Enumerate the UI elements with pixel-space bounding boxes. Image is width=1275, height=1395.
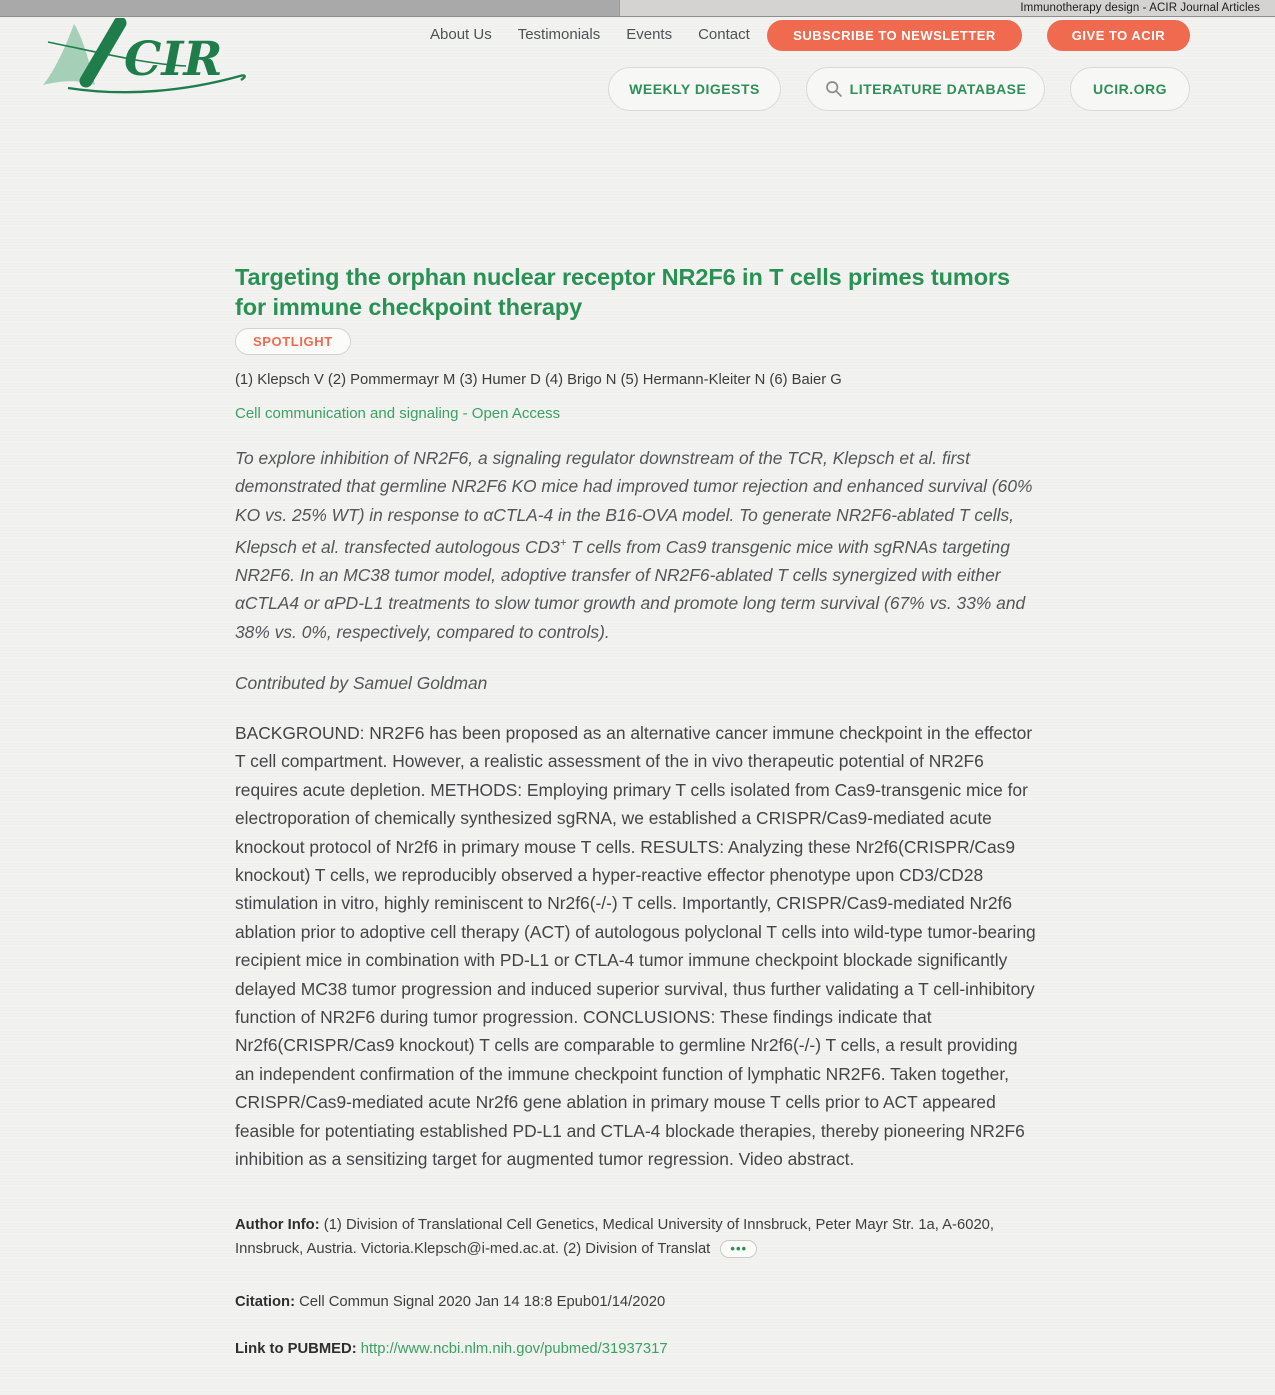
expand-author-info-button[interactable]: •••	[720, 1240, 757, 1258]
acir-logo-icon	[36, 18, 261, 104]
site-header	[0, 17, 1275, 130]
search-icon	[825, 80, 843, 98]
ucir-org-label: UCIR.ORG	[1093, 81, 1167, 97]
subscribe-newsletter-button[interactable]: SUBSCRIBE TO NEWSLETTER	[767, 20, 1022, 51]
citation-text: Cell Commun Signal 2020 Jan 14 18:8 Epub01/14/2020	[295, 1294, 666, 1311]
summary-superscript: +	[559, 536, 567, 549]
acir-logo[interactable]	[36, 18, 261, 104]
author-info-text: (1) Division of Translational Cell Genetics, Medical University of Innsbruck, Peter Mayr Str. 1a, A-6020, Innsbruck, Austria. Victoria.Klepsch@i-med.ac.at. (2) Division of Translat	[235, 1217, 995, 1258]
weekly-digests-button[interactable]	[608, 67, 781, 111]
article	[235, 130, 1040, 1361]
summary-text-1: To explore inhibition of NR2F6, a signaling regulator downstream of the TCR, Klepsch et al. first demonstrated that germline NR2F6 KO mice had improved tumor rejection and enhanced survival (60% KO vs. 25% WT) in response to αCTLA-4 in the B16-OVA model. To generate NR2F6-ablated T cells, Klepsch et al. transfected autologous CD3	[235, 448, 1033, 557]
active-browser-tab[interactable]	[620, 0, 1275, 16]
citation-label: Citation:	[235, 1294, 295, 1311]
pubmed-link-row	[235, 1337, 995, 1361]
summary-text-2: T cells from Cas9 transgenic mice with sgRNAs targeting NR2F6. In an MC38 tumor model, adoptive transfer of NR2F6-ablated T cells synergized with either αCTLA4 or αPD-L1 treatments to slow tumor growth and promote long term survival (67% vs. 33% and 38% vs. 0%, respectively, compared to controls).	[235, 536, 1026, 642]
ucir-org-button[interactable]	[1070, 67, 1190, 111]
journal-open-access-link[interactable]: Cell communication and signaling - Open Access	[235, 405, 561, 422]
nav-contact[interactable]: Contact	[698, 26, 750, 43]
author-info-row	[235, 1213, 995, 1261]
nav-testimonials[interactable]: Testimonials	[517, 26, 601, 43]
pubmed-url-link[interactable]: http://www.ncbi.nlm.nih.gov/pubmed/31937317	[360, 1341, 668, 1358]
main-nav	[430, 26, 750, 43]
svg-text:CIR: CIR	[124, 32, 223, 87]
tab-title: Immunotherapy design - ACIR Journal Articles	[1020, 2, 1260, 14]
article-title: Targeting the orphan nuclear receptor NR2F6 in T cells primes tumors for immune checkpoint therapy	[235, 264, 1010, 320]
tab-bar-empty-area	[0, 0, 620, 16]
abstract-text: BACKGROUND: NR2F6 has been proposed as an alternative cancer immune checkpoint in the effector T cell compartment. However, a realistic assessment of the in vivo therapeutic potential of NR2F6 requires acute depletion. METHODS: Employing primary T cells isolated from Cas9-transgenic mice for electroporation of chemically synthesized sgRNA, we established a CRISPR/Cas9-mediated acute knockout protocol of Nr2f6 in primary mouse T cells. RESULTS: Analyzing these Nr2f6(CRISPR/Cas9 knockout) T cells, we reproducibly observed a hyper-reactive effector phenotype upon CD3/CD28 stimulation in vitro, highly reminiscent to Nr2f6(-/-) T cells. Importantly, CRISPR/Cas9-mediated Nr2f6 ablation prior to adoptive cell therapy (ACT) of autologous polyclonal T cells into wild-type tumor-bearing recipient mice in combination with PD-L1 or CTLA-4 tumor immune checkpoint blockade significantly delayed MC38 tumor progression and induced superior survival, thus further validating a T cell-inhibitory function of NR2F6 during tumor progression. CONCLUSIONS: These findings indicate that Nr2f6(CRISPR/Cas9 knockout) T cells are comparable to germline Nr2f6(-/-) T cells, a result providing an independent confirmation of the immune checkpoint function of lymphatic NR2F6. Taken together, CRISPR/Cas9-mediated acute Nr2f6 gene ablation in primary mouse T cells prior to ACT appeared feasible for potentiating established PD-L1 and CTLA-4 blockade therapies, thereby pioneering NR2F6 inhibition as a sensitizing target for augmented tumor regression. Video abstract.	[235, 722, 1036, 1169]
literature-database-label: LITERATURE DATABASE	[849, 81, 1027, 97]
nav-events[interactable]: Events	[626, 26, 673, 43]
contributed-by: Contributed by Samuel Goldman	[235, 672, 488, 693]
citation-row	[235, 1290, 995, 1314]
nav-about-us[interactable]: About Us	[430, 26, 492, 43]
pubmed-label: Link to PUBMED:	[235, 1341, 357, 1358]
author-info-label: Author Info:	[235, 1217, 320, 1234]
browser-tab-bar	[0, 0, 1275, 17]
spotlight-badge: SPOTLIGHT	[235, 328, 351, 355]
weekly-digests-label: WEEKLY DIGESTS	[629, 81, 760, 97]
literature-database-button[interactable]	[806, 67, 1045, 111]
give-to-acir-button[interactable]: GIVE TO ACIR	[1047, 20, 1190, 51]
authors-line: (1) Klepsch V (2) Pommermayr M (3) Humer D (4) Brigo N (5) Hermann-Kleiter N (6) Baier G	[235, 372, 842, 388]
article-summary	[235, 444, 1035, 646]
